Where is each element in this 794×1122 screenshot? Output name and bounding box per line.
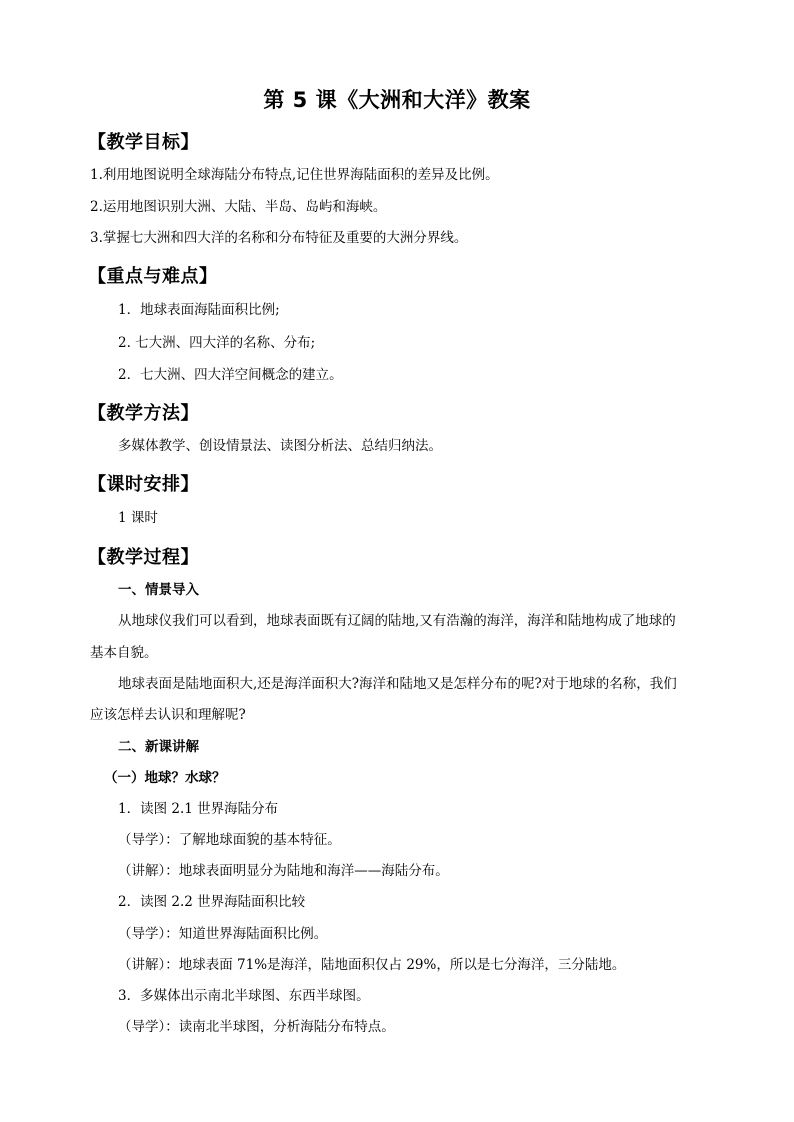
process-part1-title: 一、情景导入 xyxy=(118,582,199,598)
process-part2-title: 二、新课讲解 xyxy=(118,739,199,755)
document-title: 第 5 课《大洲和大洋》教案 xyxy=(263,88,531,112)
process-line: （导学）：读南北半球图，分析海陆分布特点。 xyxy=(118,1019,395,1035)
key-point-item: 2．七大洲、四大洋空间概念的建立。 xyxy=(118,367,343,383)
process-line: （导学）：知道世界海陆面积比例。 xyxy=(118,926,328,942)
section-heading-goals: 【教学目标】 xyxy=(88,132,199,153)
process-line: （讲解）：地球表面明显分为陆地和海洋——海陆分布。 xyxy=(118,863,449,879)
section-heading-key-points: 【重点与难点】 xyxy=(88,266,218,287)
process-line: 3．多媒体出示南北半球图、东西半球图。 xyxy=(118,988,370,1004)
process-line: （讲解）：地球表面 71%是海洋，陆地面积仅占 29%，所以是七分海洋，三分陆地。 xyxy=(118,957,626,973)
section-heading-methods: 【教学方法】 xyxy=(88,403,199,424)
key-point-item: 1．地球表面海陆面积比例; xyxy=(118,302,280,318)
process-line: （导学）：了解地球面貌的基本特征。 xyxy=(118,832,341,848)
section-heading-process: 【教学过程】 xyxy=(88,547,199,568)
paragraph-line: 从地球仪我们可以看到，地球表面既有辽阔的陆地,又有浩瀚的海洋，海洋和陆地构成了地球的 xyxy=(118,613,676,629)
process-line: 2．读图 2.2 世界海陆面积比较 xyxy=(118,894,306,910)
section-heading-schedule: 【课时安排】 xyxy=(88,474,199,495)
goal-item: 1.利用地图说明全球海陆分布特点,记住世界海陆面积的差异及比例。 xyxy=(90,167,499,183)
key-point-item: 2. 七大洲、四大洋的名称、分布; xyxy=(118,335,316,351)
paragraph-line: 基本自貌。 xyxy=(90,645,158,661)
paragraph-line: 地球表面是陆地面积大,还是海洋面积大?海洋和陆地又是怎样分布的呢?对于地球的名称，我们 xyxy=(118,676,677,692)
methods-text: 多媒体教学、创设情景法、读图分析法、总结归纳法。 xyxy=(118,438,442,454)
paragraph-line: 应该怎样去认识和理解呢? xyxy=(90,707,246,723)
schedule-text: 1 课时 xyxy=(118,510,158,526)
goal-item: 2.运用地图识别大洲、大陆、半岛、岛屿和海峡。 xyxy=(90,199,387,215)
goal-item: 3.掌握七大洲和四大洋的名称和分布特征及重要的大洲分界线。 xyxy=(90,230,468,246)
process-line: 1．读图 2.1 世界海陆分布 xyxy=(118,801,279,817)
process-sub1-title: （一）地球？水球？ xyxy=(104,770,226,786)
